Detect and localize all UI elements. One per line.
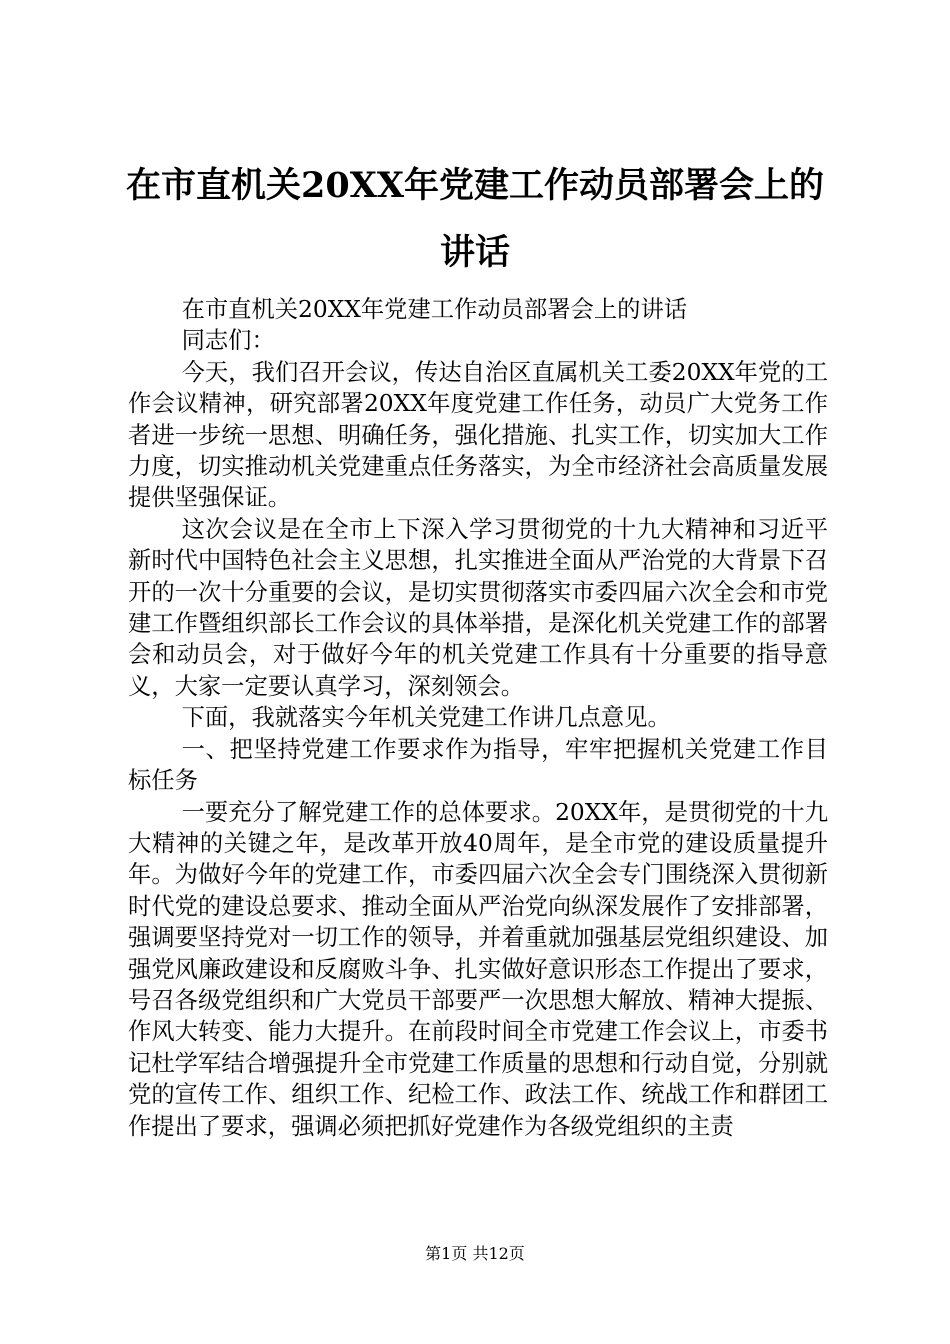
paragraph-significance: 这次会议是在全市上下深入学习贯彻党的十九大精神和习近平新时代中国特色社会主义思想，扎实推进全面从严治党的大背景下召开的一次十分重要的会议，是切实贯彻落实市委四届六次全会和市党建工作暨组织部长工作会议的具体举措，是深化机关党建工作的部署会和动员会，对于做好今年的机关党建工作具有十分重要的指导意义，大家一定要认真学习，深刻领会。 <box>128 515 828 700</box>
paragraph-salutation: 同志们： <box>181 327 275 355</box>
document-title: 在市直机关20XX年党建工作动员部署会上的讲话 <box>125 165 825 273</box>
page-footer: 第1页 共12页 <box>425 1244 525 1263</box>
paragraph-opening: 今天，我们召开会议，传达自治区直属机关工委20XX年党的工作会议精神，研究部署20XX年度党建工作任务，动员广大党务工作者进一步统一思想、明确任务，强化措施、扎实工作，切实加大工作力度，切实推动机关党建重点任务落实，为全市经济社会高质量发展提供坚强保证。 <box>128 358 828 512</box>
paragraph-requirements: 一要充分了解党建工作的总体要求。20XX年，是贯彻党的十九大精神的关键之年，是改革开放40周年，是全市党的建设质量提升年。为做好今年的党建工作，市委四届六次全会专门围绕深入贯彻新时代党的建设总要求、推动全面从严治党向纵深发展作了安排部署，强调要坚持党对一切工作的领导，并着重就加强基层党组织建设、加强党风廉政建设和反腐败斗争、扎实做好意识形态工作提出了要求，号召各级党组织和广大党员干部要严一次思想大解放、精神大提振、作风大转变、能力大提升。在前段时间全市党建工作会议上，市委书记杜学军结合增强提升全市党建工作质量的思想和行动自觉，分别就党的宣传工作、组织工作、纪检工作、政法工作、统战工作和群团工作提出了要求，强调必须把抓好党建作为各级党组织的主责 <box>128 798 828 1140</box>
paragraph-subtitle: 在市直机关20XX年党建工作动员部署会上的讲话 <box>181 296 688 323</box>
document-body <box>128 294 828 1142</box>
paragraph-intro-opinions: 下面，我就落实今年机关党建工作讲几点意见。 <box>181 704 671 732</box>
section-heading-1: 一、把坚持党建工作要求作为指导，牢牢把握机关党建工作目标任务 <box>128 735 828 795</box>
